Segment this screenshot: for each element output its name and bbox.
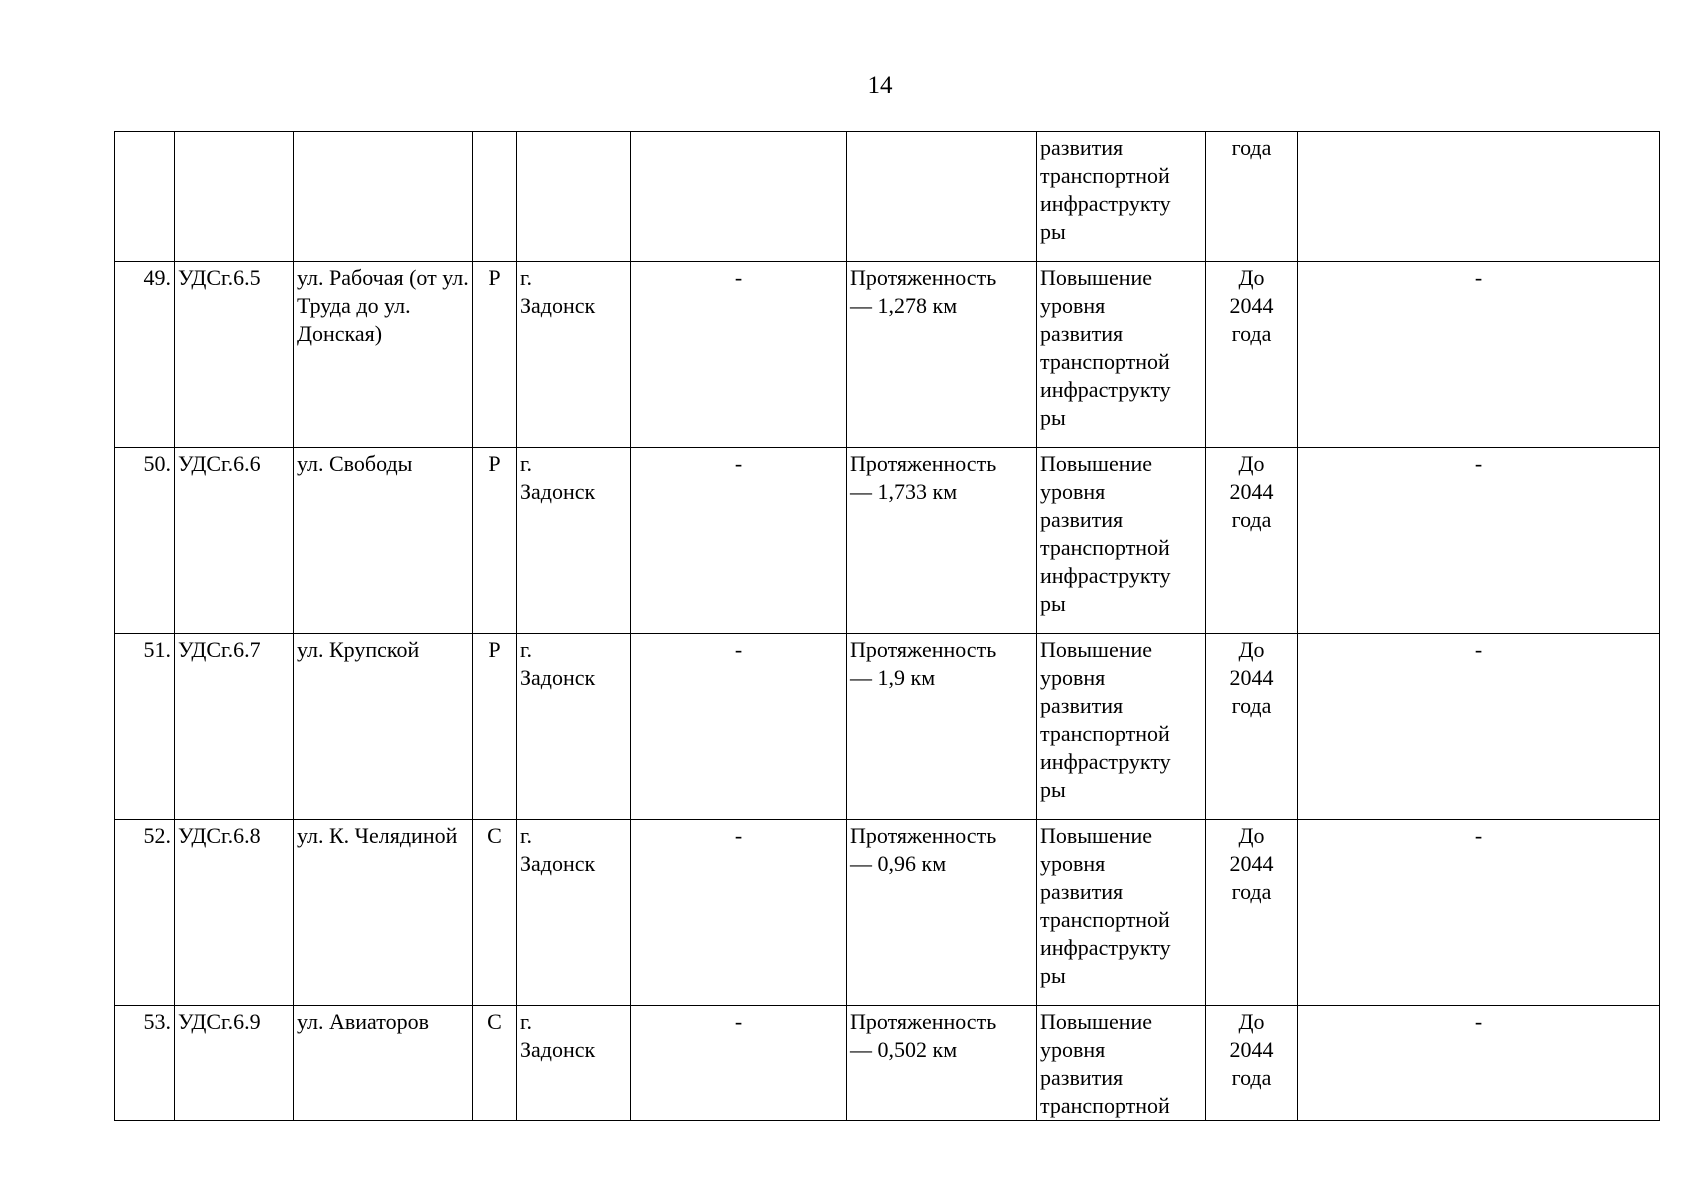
cell-characteristic (847, 262, 1037, 448)
term-line: 2044 (1229, 665, 1274, 690)
location-line: Задонск (520, 479, 596, 504)
table-row (115, 820, 1660, 1006)
location-line: г. (520, 637, 533, 662)
term-line: До (1238, 451, 1265, 476)
characteristic-line: Протяженность (850, 823, 997, 848)
cell-empty (847, 132, 1037, 262)
purpose-line: Повышение (1040, 637, 1153, 662)
row-number: 52. (143, 823, 171, 848)
object-code: УДСг.6.8 (178, 823, 261, 848)
cell-name (294, 820, 473, 1006)
dash-value: - (1474, 451, 1483, 476)
cell-term (1206, 262, 1298, 448)
cell-purpose (1037, 262, 1206, 448)
object-code: УДСг.6.6 (178, 451, 261, 476)
cell-location (517, 1006, 631, 1121)
object-name: ул. Авиаторов (297, 1009, 429, 1034)
cell-purpose (1037, 132, 1206, 262)
table-row (115, 1006, 1660, 1121)
cell-location (517, 634, 631, 820)
term-line: До (1238, 265, 1265, 290)
location-line: г. (520, 451, 533, 476)
table-row (115, 262, 1660, 448)
cell-dash (631, 262, 847, 448)
location-line: Задонск (520, 1037, 596, 1062)
term-line: года (1231, 693, 1272, 718)
term-line: 2044 (1229, 479, 1274, 504)
purpose-line: Повышение (1040, 265, 1153, 290)
cell-dash (631, 634, 847, 820)
cell-name (294, 448, 473, 634)
cell-term (1206, 820, 1298, 1006)
purpose-line: транспортной (1040, 907, 1170, 932)
cell-dash (1298, 634, 1660, 820)
cell-empty (115, 132, 175, 262)
category-letter: Р (488, 265, 501, 290)
cell-code (175, 1006, 294, 1121)
dash-value: - (734, 265, 743, 290)
characteristic-line: — 0,502 км (850, 1037, 958, 1062)
table-row (115, 634, 1660, 820)
cell-dash (1298, 1006, 1660, 1121)
cell-term (1206, 132, 1298, 262)
cell-purpose (1037, 448, 1206, 634)
term-line: 2044 (1229, 293, 1274, 318)
term-line: До (1238, 823, 1265, 848)
purpose-line: инфраструкту (1040, 563, 1171, 588)
location-line: г. (520, 823, 533, 848)
cell-empty (175, 132, 294, 262)
purpose-line: ры (1040, 591, 1066, 616)
cell-empty (294, 132, 473, 262)
cell-code (175, 820, 294, 1006)
cell-code (175, 634, 294, 820)
purpose-line: транспортной (1040, 721, 1170, 746)
purpose-line: транспортной (1040, 535, 1170, 560)
characteristic-line: — 1,733 км (850, 479, 958, 504)
category-letter: Р (488, 451, 501, 476)
characteristic-line: Протяженность (850, 637, 997, 662)
object-code: УДСг.6.7 (178, 637, 261, 662)
purpose-line: уровня (1040, 293, 1106, 318)
row-number: 50. (143, 451, 171, 476)
dash-value: - (1474, 265, 1483, 290)
cell-purpose (1037, 1006, 1206, 1121)
purpose-line: уровня (1040, 1037, 1106, 1062)
cell-category (473, 1006, 517, 1121)
purpose-line: уровня (1040, 665, 1106, 690)
cell-number (115, 262, 175, 448)
purpose-line: развития (1040, 321, 1124, 346)
purpose-line: транспортной (1040, 1093, 1170, 1118)
cell-code (175, 448, 294, 634)
purpose-line: уровня (1040, 851, 1106, 876)
term-line: года (1231, 135, 1272, 160)
cell-name (294, 1006, 473, 1121)
object-name: ул. Рабочая (от ул. Труда до ул. Донская) (297, 265, 469, 346)
characteristic-line: Протяженность (850, 265, 997, 290)
term-line: года (1231, 321, 1272, 346)
cell-number (115, 448, 175, 634)
cell-dash (1298, 448, 1660, 634)
purpose-line: Повышение (1040, 451, 1153, 476)
row-number: 53. (143, 1009, 171, 1034)
purpose-line: ры (1040, 219, 1066, 244)
row-number: 51. (143, 637, 171, 662)
term-line: 2044 (1229, 851, 1274, 876)
purpose-line: развития (1040, 507, 1124, 532)
term-line: До (1238, 637, 1265, 662)
cell-characteristic (847, 448, 1037, 634)
cell-term (1206, 448, 1298, 634)
cell-dash (631, 448, 847, 634)
characteristic-line: Протяженность (850, 1009, 997, 1034)
location-line: Задонск (520, 293, 596, 318)
cell-empty (631, 132, 847, 262)
cell-category (473, 262, 517, 448)
location-line: Задонск (520, 665, 596, 690)
cell-location (517, 262, 631, 448)
cell-characteristic (847, 634, 1037, 820)
cell-characteristic (847, 1006, 1037, 1121)
dash-value: - (734, 451, 743, 476)
cell-name (294, 262, 473, 448)
dash-value: - (1474, 1009, 1483, 1034)
cell-name (294, 634, 473, 820)
cell-characteristic (847, 820, 1037, 1006)
characteristic-line: — 1,9 км (850, 665, 936, 690)
table-body (115, 132, 1660, 1121)
dash-value: - (1474, 637, 1483, 662)
cell-purpose (1037, 820, 1206, 1006)
location-line: г. (520, 265, 533, 290)
cell-dash (631, 1006, 847, 1121)
purpose-line: ры (1040, 963, 1066, 988)
term-line: 2044 (1229, 1037, 1274, 1062)
purpose-line: инфраструкту (1040, 935, 1171, 960)
dash-value: - (734, 1009, 743, 1034)
purpose-line: развития (1040, 135, 1124, 160)
characteristic-line: — 0,96 км (850, 851, 947, 876)
cell-number (115, 820, 175, 1006)
purpose-line: инфраструкту (1040, 191, 1171, 216)
cell-location (517, 820, 631, 1006)
characteristic-line: — 1,278 км (850, 293, 958, 318)
purpose-line: транспортной (1040, 163, 1170, 188)
purpose-line: инфраструкту (1040, 377, 1171, 402)
cell-number (115, 1006, 175, 1121)
dash-value: - (1474, 823, 1483, 848)
category-letter: С (487, 823, 502, 848)
dash-value: - (734, 637, 743, 662)
cell-dash (631, 820, 847, 1006)
purpose-line: развития (1040, 693, 1124, 718)
cell-dash (1298, 262, 1660, 448)
purpose-line: развития (1040, 879, 1124, 904)
object-code: УДСг.6.9 (178, 1009, 261, 1034)
object-name: ул. Свободы (297, 451, 413, 476)
purpose-line: ры (1040, 777, 1066, 802)
cell-term (1206, 1006, 1298, 1121)
purpose-line: ры (1040, 405, 1066, 430)
purpose-line: инфраструкту (1040, 749, 1171, 774)
page-number: 14 (867, 72, 893, 99)
term-line: До (1238, 1009, 1265, 1034)
category-letter: С (487, 1009, 502, 1034)
purpose-line: транспортной (1040, 349, 1170, 374)
term-line: года (1231, 1065, 1272, 1090)
table-row (115, 448, 1660, 634)
cell-category (473, 634, 517, 820)
cell-term (1206, 634, 1298, 820)
cell-code (175, 262, 294, 448)
location-line: Задонск (520, 851, 596, 876)
term-line: года (1231, 507, 1272, 532)
cell-empty (473, 132, 517, 262)
cell-location (517, 448, 631, 634)
object-name: ул. Крупской (297, 637, 420, 662)
category-letter: Р (488, 637, 501, 662)
row-number: 49. (143, 265, 171, 290)
location-line: г. (520, 1009, 533, 1034)
purpose-line: развития (1040, 1065, 1124, 1090)
cell-empty (517, 132, 631, 262)
purpose-line: Повышение (1040, 1009, 1153, 1034)
cell-number (115, 634, 175, 820)
purpose-line: уровня (1040, 479, 1106, 504)
dash-value: - (734, 823, 743, 848)
projects-table (114, 131, 1660, 1121)
object-code: УДСг.6.5 (178, 265, 261, 290)
purpose-line: Повышение (1040, 823, 1153, 848)
cell-category (473, 820, 517, 1006)
continuation-row (115, 132, 1660, 262)
object-name: ул. К. Челядиной (297, 823, 458, 848)
cell-dash (1298, 820, 1660, 1006)
term-line: года (1231, 879, 1272, 904)
characteristic-line: Протяженность (850, 451, 997, 476)
cell-category (473, 448, 517, 634)
cell-purpose (1037, 634, 1206, 820)
cell-empty (1298, 132, 1660, 262)
